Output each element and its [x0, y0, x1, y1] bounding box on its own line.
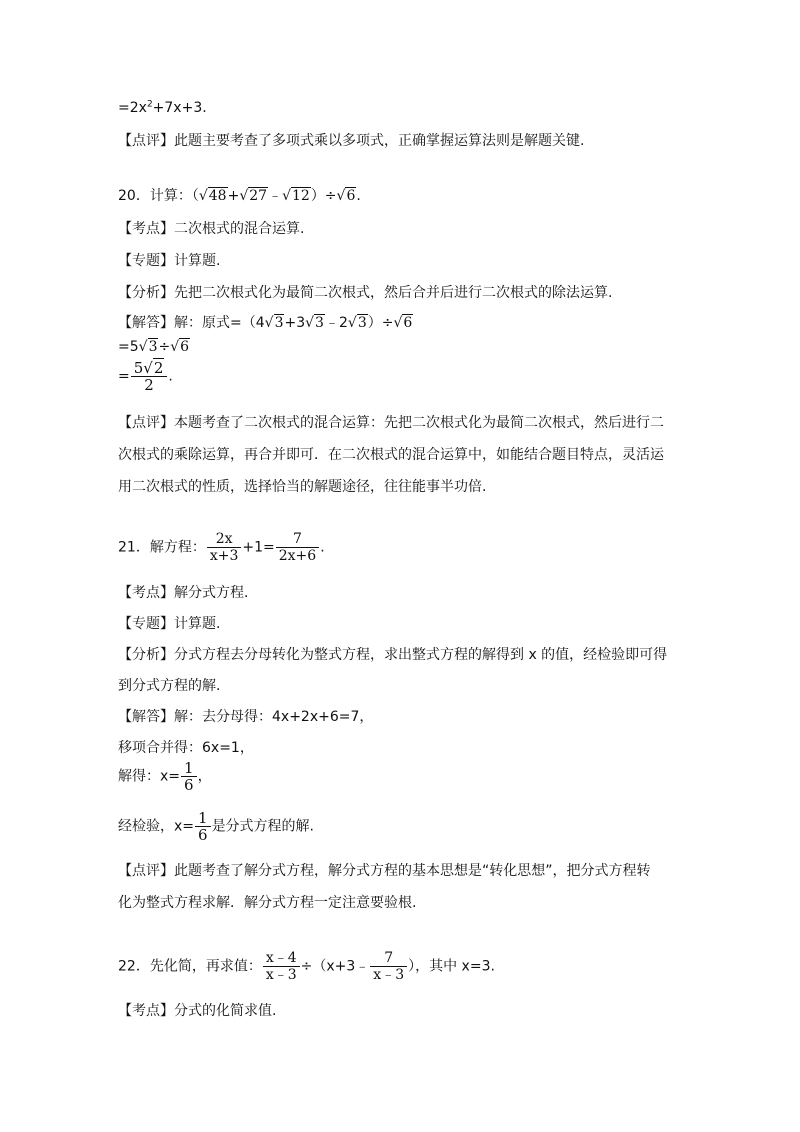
q21-zhuanti: 【专题】计算题. [118, 616, 221, 632]
sqrt-6: √6 [336, 188, 356, 204]
minus-sign: ﹣ [268, 188, 283, 204]
fraction-denominator: x﹣3 [370, 966, 407, 983]
q20-step3 [118, 360, 173, 393]
fraction-numerator: 1 [198, 809, 208, 827]
q19-comment: 【点评】此题主要考查了多项式乘以多项式，正确掌握运算法则是解题关键. [118, 133, 585, 149]
q22-mid: ÷（x+3﹣ [300, 958, 370, 975]
sqrt-27: √27 [239, 188, 268, 204]
q21-fenxi-1: 【分析】分式方程去分母转化为整式方程，求出整式方程的解得到 x 的值，经检验即可得 [118, 647, 668, 663]
fraction-denominator: 6 [195, 826, 211, 843]
jieda-mid2: ﹣2 [324, 315, 348, 331]
fraction-denominator: 6 [181, 776, 197, 793]
sqrt-48: √48 [198, 188, 227, 204]
step2-div: ÷ [158, 339, 171, 355]
fraction-5sqrt2-over-2 [131, 360, 168, 393]
radicand-12: 12 [291, 188, 310, 204]
step3-eq: = [118, 368, 130, 385]
fraction-numerator: 7 [384, 950, 394, 966]
q21-jieda-1: 【解答】解：去分母得：4x+2x+6=7， [118, 709, 374, 725]
sqrt-3-a: √3 [264, 315, 284, 331]
jieda3-prefix: 解得：x= [118, 768, 181, 785]
fraction-1-over-6 [181, 760, 197, 793]
fraction-denominator: 2 [131, 376, 168, 393]
num-coef: 5 [133, 359, 144, 377]
jieda3-end: ， [197, 768, 212, 785]
div-sign: ）÷ [310, 188, 337, 204]
result-tail: +7x+3. [152, 100, 207, 116]
sqrt-6-b: √6 [393, 315, 413, 331]
radicand-27: 27 [249, 188, 268, 204]
fraction-denominator: x﹣3 [263, 966, 300, 983]
q21-fenxi-2: 到分式方程的解. [118, 678, 221, 694]
radicand: 2 [153, 359, 164, 377]
q21-prefix: 21．解方程： [118, 539, 206, 556]
q19-result-line [118, 98, 207, 118]
fraction-2x-over-x3 [207, 531, 242, 564]
q20-title [118, 186, 361, 206]
fraction-numerator: 1 [184, 759, 194, 777]
q20-step2 [118, 337, 190, 357]
jieda-mid1: +3 [284, 315, 306, 331]
jieda-mid3: ）÷ [367, 315, 394, 331]
radicand: 3 [274, 315, 284, 331]
radicand-6: 6 [346, 188, 356, 204]
q21-kaodian: 【考点】解分式方程. [118, 585, 249, 601]
q20-prefix: 20．计算：（ [118, 188, 199, 204]
fraction-x4-over-x3 [263, 950, 300, 983]
fraction-denominator: x+3 [207, 547, 242, 564]
fraction-7-over-2x6 [276, 531, 319, 564]
radicand: 6 [403, 315, 413, 331]
q20-zhuanti: 【专题】计算题. [118, 253, 221, 269]
plus-sign: + [227, 188, 240, 204]
q21-title [118, 531, 325, 564]
result-text: =2x [118, 100, 147, 116]
sqrt-3-c: √3 [347, 315, 367, 331]
q22-prefix: 22．先化简，再求值： [118, 958, 262, 975]
radicand: 3 [315, 315, 324, 331]
period: . [320, 539, 325, 556]
step3-end: . [168, 368, 173, 385]
jieda-prefix: 【解答】解：原式=（4 [118, 315, 265, 331]
radicand: 3 [357, 315, 367, 331]
fraction-numerator: 2x [215, 531, 233, 547]
radicand: 6 [180, 339, 190, 355]
sqrt-3-b: √3 [305, 315, 324, 331]
q20-dianping-2: 次根式的乘除运算，再合并即可．在二次根式的混合运算中，如能结合题目特点，灵活运 [118, 447, 664, 463]
sqrt-12: √12 [282, 188, 310, 204]
q22-title [118, 950, 495, 983]
q22-kaodian: 【考点】分式的化简求值. [118, 1003, 277, 1019]
jieda4-end: 是分式方程的解. [211, 818, 315, 835]
q20-kaodian: 【考点】二次根式的混合运算. [118, 221, 305, 237]
radicand-48: 48 [208, 188, 227, 204]
q21-mid: +1= [242, 539, 275, 556]
sqrt-3-d: √3 [138, 339, 158, 355]
q21-jieda-3 [118, 760, 212, 793]
q20-dianping-3: 用二次根式的性质，选择恰当的解题途径，往往能事半功倍. [118, 479, 487, 495]
q20-dianping-1: 【点评】本题考查了二次根式的混合运算：先把二次根式化为最简二次根式，然后进行二 [118, 415, 664, 431]
result-exponent: 2 [146, 99, 153, 110]
q21-dianping-2: 化为整式方程求解．解分式方程一定注意要验根. [118, 895, 417, 911]
fraction-numerator: x﹣4 [265, 950, 297, 966]
jieda4-prefix: 经检验，x= [118, 818, 195, 835]
fraction-denominator: 2x+6 [276, 547, 319, 564]
q21-jieda-4 [118, 810, 314, 843]
q20-fenxi: 【分析】先把二次根式化为最简二次根式，然后合并后进行二次根式的除法运算. [118, 285, 613, 301]
fraction-7-over-x3 [370, 950, 407, 983]
sqrt-6-c: √6 [170, 339, 190, 355]
q21-jieda-2: 移项合并得：6x=1， [118, 740, 254, 756]
period: . [356, 188, 361, 204]
radicand: 3 [148, 339, 158, 355]
q22-end: ），其中 x=3. [408, 958, 495, 975]
q20-jieda [118, 313, 413, 333]
sqrt-2: √2 [143, 359, 164, 377]
fraction-1-over-6-b [195, 810, 211, 843]
q21-dianping-1: 【点评】此题考查了解分式方程，解分式方程的基本思想是“转化思想”，把分式方程转 [118, 863, 651, 879]
step2-prefix: =5 [118, 339, 139, 355]
fraction-numerator [131, 360, 168, 376]
fraction-numerator: 7 [293, 531, 302, 547]
